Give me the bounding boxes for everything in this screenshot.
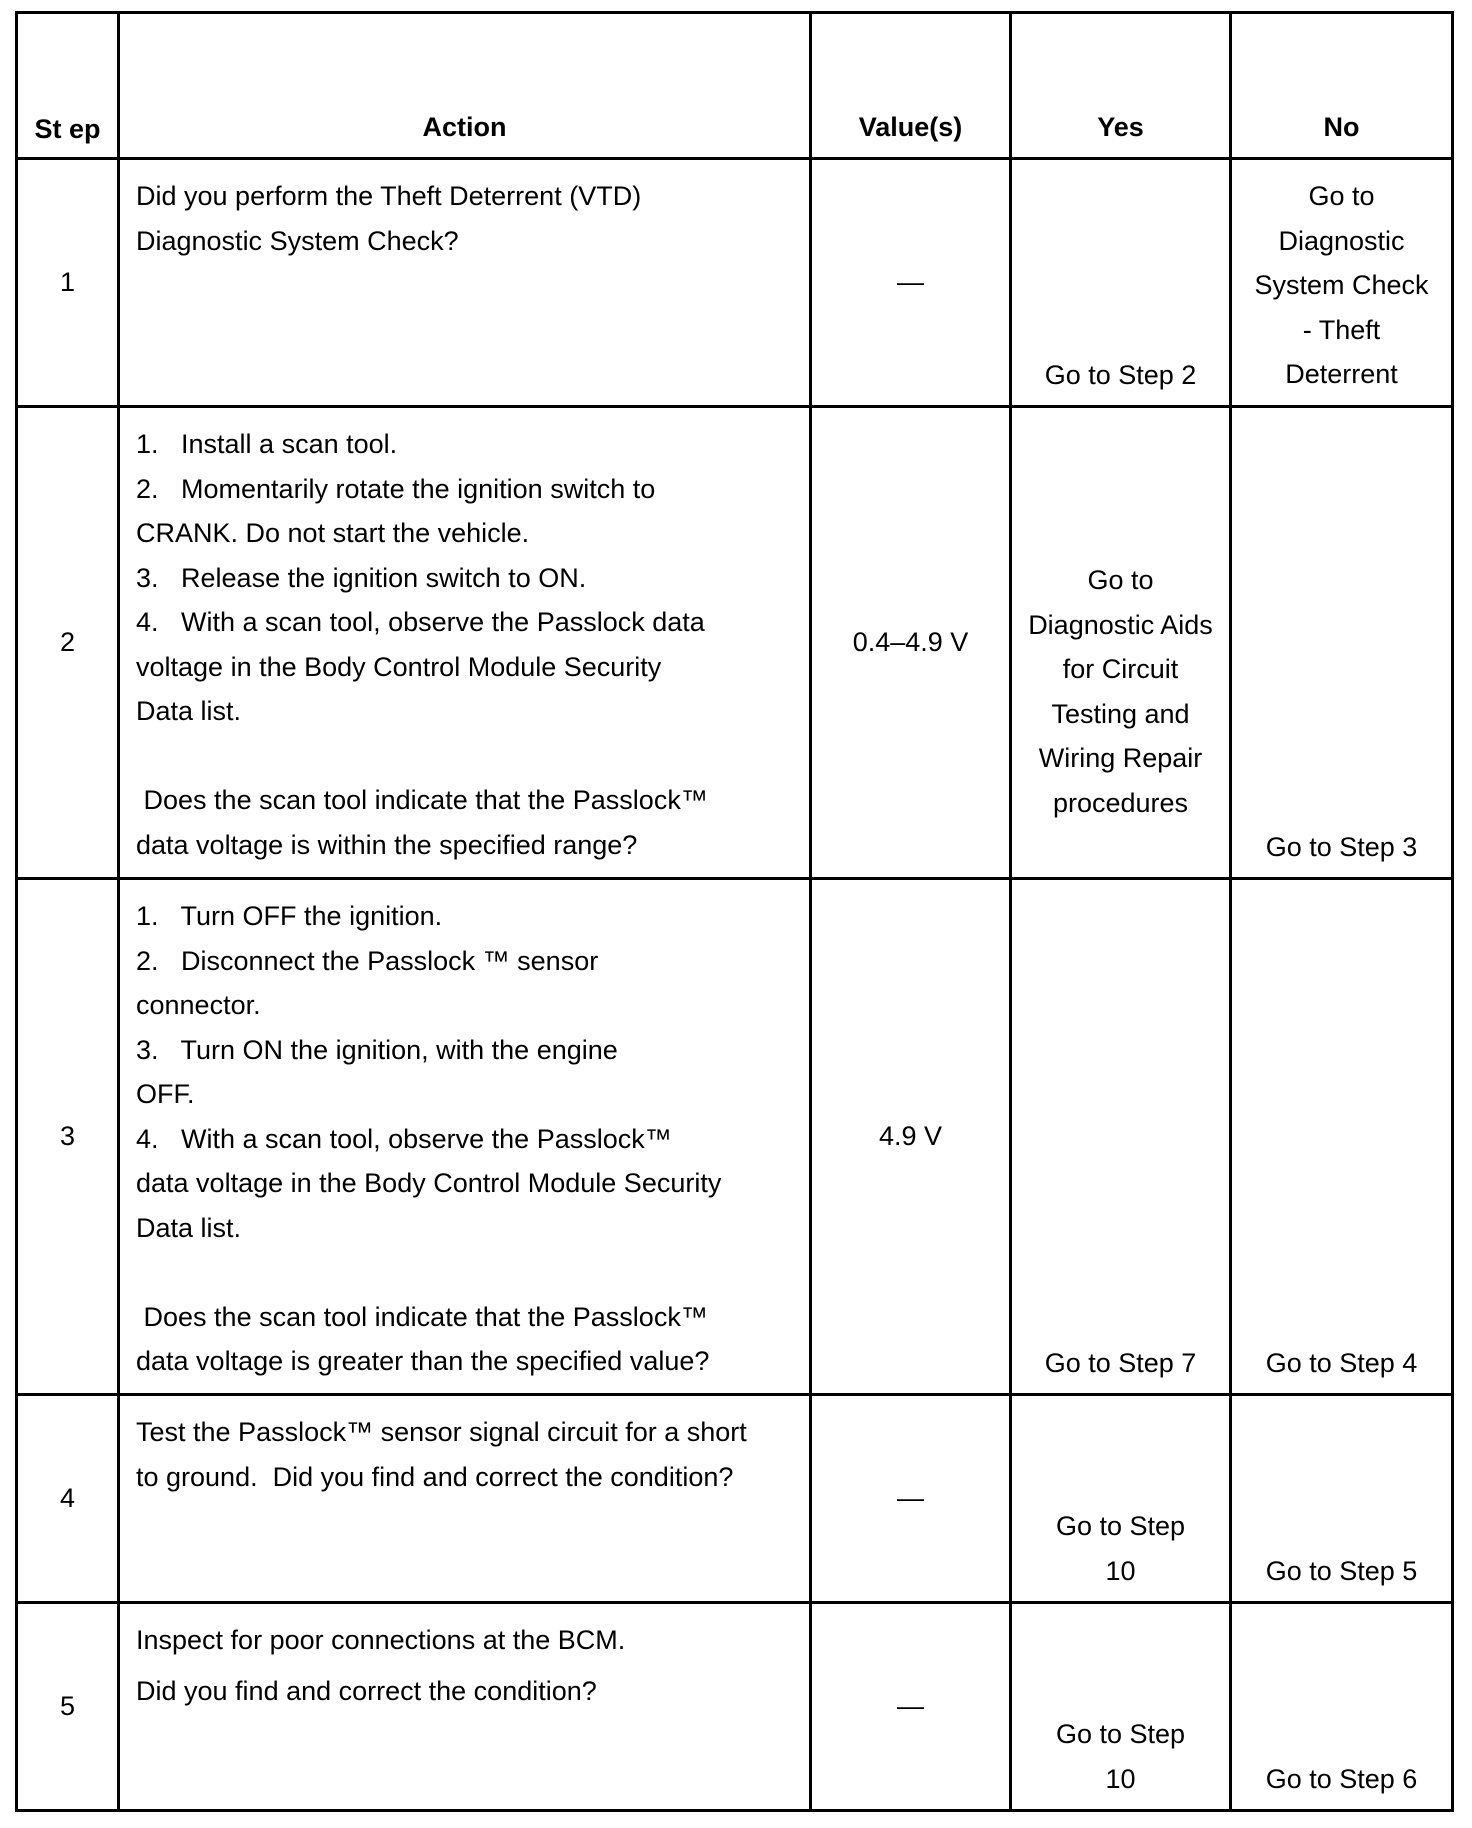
- action-cell: [119, 1603, 811, 1811]
- value-cell: 0.4–4.9 V: [811, 407, 1011, 879]
- action-line: Inspect for poor connections at the BCM.: [136, 1625, 626, 1655]
- step-number: 2: [17, 407, 119, 879]
- value-cell: 4.9 V: [811, 879, 1011, 1395]
- action-line: data voltage in the Body Control Module Security: [136, 1168, 722, 1198]
- action-line: 2. Momentarily rotate the ignition switch to: [136, 473, 656, 504]
- no-cell: Go to Step 3: [1231, 407, 1453, 879]
- no-cell: Go to Step 6: [1231, 1603, 1453, 1811]
- step-number: 1: [17, 159, 119, 407]
- value-cell: —: [811, 159, 1011, 407]
- step-number: 3: [17, 879, 119, 1395]
- header-step: St ep: [17, 13, 119, 159]
- table-row: [17, 1603, 1453, 1811]
- action-line: OFF.: [136, 1079, 195, 1109]
- table-row: [17, 1395, 1453, 1603]
- header-values: Value(s): [811, 13, 1011, 159]
- value-cell: —: [811, 1603, 1011, 1811]
- header-yes: Yes: [1011, 13, 1231, 159]
- action-cell: [119, 159, 811, 407]
- action-cell: [119, 879, 811, 1395]
- action-line: Data list.: [136, 696, 242, 726]
- action-line: Did you find and correct the condition?: [136, 1675, 597, 1706]
- diagnostic-table: [15, 11, 1454, 1812]
- action-line: 3. Turn ON the ignition, with the engine: [136, 1034, 618, 1065]
- yes-cell: Go to Step 10: [1011, 1395, 1231, 1603]
- header-action: Action: [119, 13, 811, 159]
- no-cell: Go to Step 4: [1231, 879, 1453, 1395]
- no-cell: Go to Diagnostic System Check - Theft Deterrent: [1231, 159, 1453, 407]
- no-cell: Go to Step 5: [1231, 1395, 1453, 1603]
- action-line: 4. With a scan tool, observe the Passlock™: [136, 1123, 672, 1154]
- yes-cell: Go to Step 2: [1011, 159, 1231, 407]
- question-line: data voltage is greater than the specified value?: [136, 1346, 710, 1376]
- header-no: No: [1231, 13, 1453, 159]
- yes-cell: Go to Step 7: [1011, 879, 1231, 1395]
- action-line: Data list.: [136, 1212, 242, 1243]
- yes-cell: Go to Diagnostic Aids for Circuit Testing and Wiring Repair procedures: [1011, 407, 1231, 879]
- table-row: [17, 407, 1453, 879]
- yes-cell: Go to Step 10: [1011, 1603, 1231, 1811]
- step-number: 4: [17, 1395, 119, 1603]
- action-line: 3. Release the ignition switch to ON.: [136, 562, 587, 593]
- value-cell: —: [811, 1395, 1011, 1603]
- action-cell: [119, 1395, 811, 1603]
- table-row: [17, 879, 1453, 1395]
- action-line: 1. Install a scan tool.: [136, 429, 398, 459]
- action-cell: [119, 407, 811, 879]
- table-row: [17, 159, 1453, 407]
- action-line: 2. Disconnect the Passlock ™ sensor: [136, 945, 599, 976]
- action-line: Did you perform the Theft Deterrent (VTD): [136, 181, 642, 211]
- action-line: to ground. Did you find and correct the condition?: [136, 1461, 734, 1492]
- action-line: Diagnostic System Check?: [136, 225, 459, 256]
- action-line: 1. Turn OFF the ignition.: [136, 901, 443, 931]
- action-line: CRANK. Do not start the vehicle.: [136, 518, 530, 548]
- question-line: data voltage is within the specified range?: [136, 829, 638, 860]
- header-row: [17, 13, 1453, 159]
- question-line: Does the scan tool indicate that the Passlock™: [136, 1301, 708, 1332]
- action-line: voltage in the Body Control Module Security: [136, 651, 662, 682]
- action-line: connector.: [136, 990, 261, 1020]
- action-line: 4. With a scan tool, observe the Passlock data: [136, 607, 705, 637]
- action-line: Test the Passlock™ sensor signal circuit for a short: [136, 1417, 747, 1447]
- step-number: 5: [17, 1603, 119, 1811]
- question-line: Does the scan tool indicate that the Passlock™: [136, 785, 708, 815]
